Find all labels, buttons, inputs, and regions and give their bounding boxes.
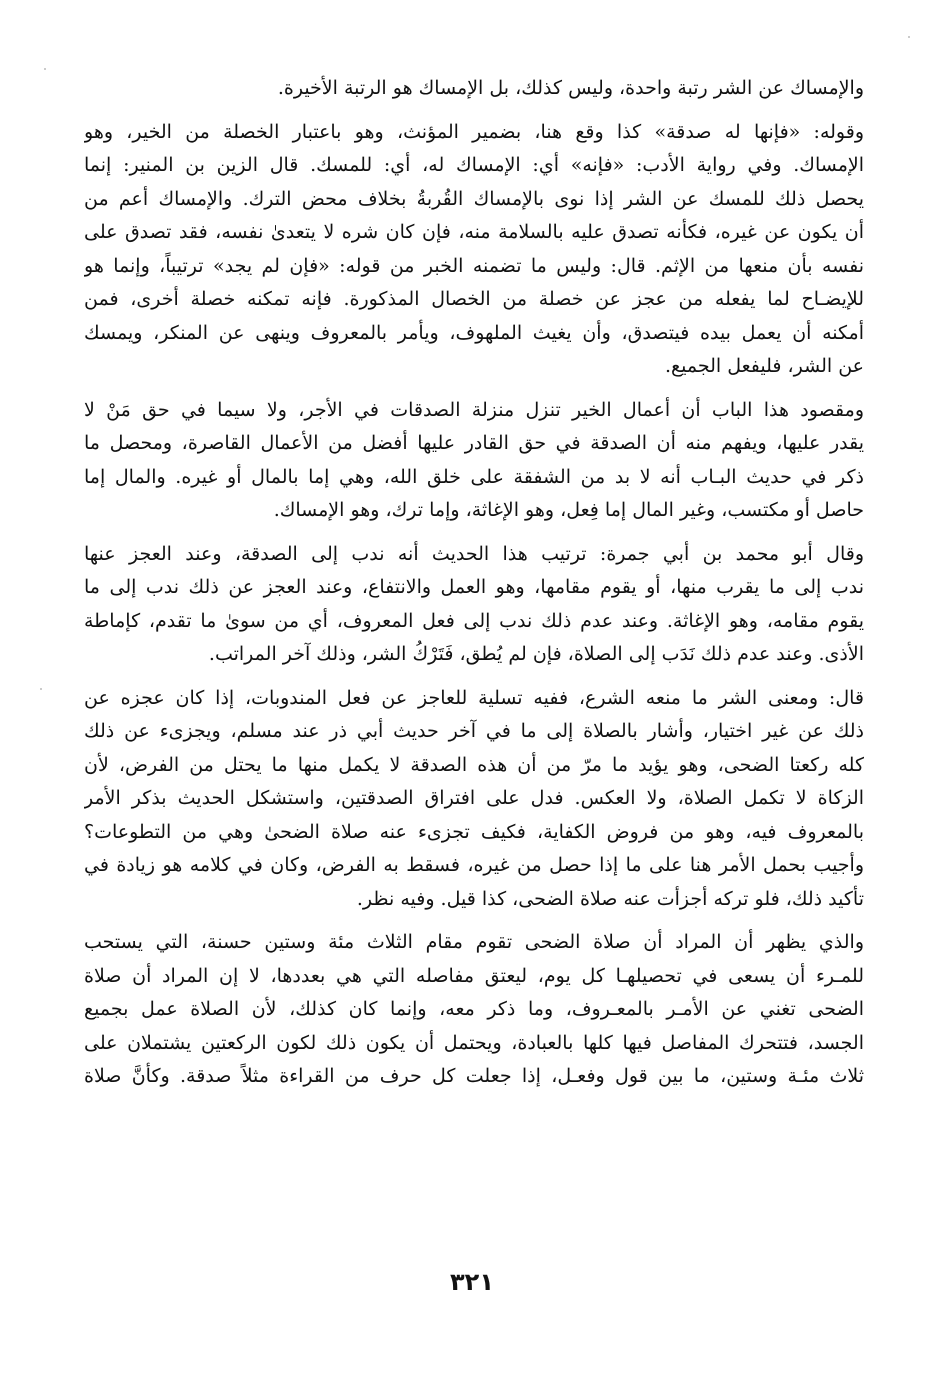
text-line: يقدر عليها، ويفهم منه أن الصدقة في حق القادر عليها أفضل من الأعمال القاصرة، ومحصل ما <box>84 432 864 454</box>
text-line: الزكاة لا تكمل الصلاة، ولا العكس. فدل على افتراق الصدقتين، واستشكل الحديث بذكر الأمر <box>84 787 864 809</box>
text-line: أن يكون عن غيره، فكأنه تصدق عليه بالسلامة منه، فإن كان شره لا يتعدىٰ نفسه، فقد تصدق على <box>84 221 864 243</box>
text-line: ندب إلى ما يقرب منها، أو يقوم مقامها، وهو العمل والانتفاع، وعند العجز عن ذلك ندب إلى ما <box>84 576 864 598</box>
paragraph-1 <box>84 72 864 106</box>
text-line: والإمساك عن الشر رتبة واحدة، وليس كذلك، بل الإمساك هو الرتبة الأخيرة. <box>277 77 864 99</box>
text-line: يحصل ذلك للمسك عن الشر إذا نوى بالإمساك القُربةُ بخلاف محض الترك. والإمساك أعم من <box>84 187 864 210</box>
text-line: الجسد، فتتحرك المفاصل فيها كلها بالعبادة، ويحتمل أن يكون ذلك لكون الركعتين يشتملان على <box>84 1031 864 1054</box>
text-line: للإيضـاح لما يفعله من عجز عن خصلة من الخصال المذكورة. فإنه تمكنه خصلة أخرى، فمن <box>84 288 864 310</box>
paragraph-3 <box>84 394 864 528</box>
text-line: ومقصود هذا الباب أن أعمال الخير تنزل منزلة الصدقات في الأجر، ولا سيما في حق مَنْ لا <box>84 398 864 421</box>
main-text <box>84 72 864 1104</box>
text-line: قال: ومعنى الشر ما منعه الشرع، ففيه تسلية للعاجز عن فعل المندوبات، إذا كان عجزه عن <box>84 686 864 709</box>
text-line: حاصل أو مكتسب، وغير المال إما فِعل، وهو الإغاثة، وإما ترك، وهو الإمساك. <box>273 499 864 521</box>
paragraph-4 <box>84 538 864 672</box>
text-line: تأكيد ذلك، فلو تركه أجزأت عنه صلاة الضحى، كذا قيل. وفيه نظر. <box>356 887 864 910</box>
text-line: بالمعروف فيه، وهو من فروض الكفاية، فكيف تجزىء عنه صلاة الضحىٰ وهي من التطوعات؟ <box>84 820 864 843</box>
scan-speck <box>908 36 910 38</box>
text-line: الإمساك. وفي رواية الأدب: «فإنه» أي: الإمساك له، أي: للمسك. قال الزين بن المنير: إنما <box>84 154 864 176</box>
paragraph-5 <box>84 682 864 917</box>
text-line: ثلاث مئـة وستين، ما بين قول وفعـل، إذا جعلت كل حرف من القراءة مثلاً صدقة. وكأنَّ صلاة <box>84 1065 864 1087</box>
text-line: الضحى تغني عن الأمـر بالمعـروف، وما ذكر معه، وإنما كان كذلك، لأن الصلاة عمل بجميع <box>84 998 864 1020</box>
text-line: الأذى. وعند عدم ذلك نَدَب إلى الصلاة، فإن لم يُطق، فَتَرْكُ الشر، وذلك آخر المراتب. <box>208 643 864 665</box>
text-line: يقوم مقامه، وهو الإغاثة. وعند عدم ذلك ندب إلى فعل المعروف، أي من سوىٰ ما تقدم، كإماطة <box>84 609 864 632</box>
text-line: نفسه بأن منعها من الإثم. قال: وليس ما تضمنه الخبر من قوله: «فإن لم يجد» ترتيباً، وإنما هو <box>84 254 864 277</box>
text-line: أمكنه أن يعمل بيده فيتصدق، وأن يغيث الملهوف، ويأمر بالمعروف وينهى عن المنكر، ويمسك <box>84 321 864 344</box>
page-number: ٣٢١ <box>450 1268 494 1296</box>
scan-speck <box>44 68 46 70</box>
text-line: عن الشر، فليفعل الجميع. <box>664 355 864 377</box>
text-line: ذكر في حديث البـاب أنه لا بد من الشفقة على خلق الله، وهي إما بالمال أو غيره. والمال إما <box>84 465 864 488</box>
text-line: للمـرء أن يسعى في تحصيلهـا كل يوم، ليعتق مفاصله التي هي بعددها، لا إن المراد أن صلاة <box>84 964 864 987</box>
paragraph-6 <box>84 926 864 1094</box>
text-line: وقوله: «فإنها له صدقة» كذا وقع هنا، بضمير المؤنث، وهو باعتبار الخصلة من الخير، وهو <box>84 120 864 143</box>
text-line: وأجيب بحمل الأمر هنا على ما إذا حصل من غيره، فسقط به الفرض، وكان في كلامه هو زيادة في <box>84 854 864 876</box>
text-line: ذلك عن غير اختيار، وأشار بالصلاة إلى ما في آخر حديث أبي ذر عند مسلم، ويجزىء عن ذلك <box>84 720 864 742</box>
text-line: كله ركعتا الضحى، وهو يؤيد ما مرّ من أن هذه الصدقة لا يكمل منها ما يحتل من الفرض، لأن <box>84 753 864 776</box>
paragraph-2 <box>84 116 864 384</box>
text-line: والذي يظهر أن المراد أن صلاة الضحى تقوم مقام الثلاث مئة وستين حسنة، التي يستحب <box>84 931 864 953</box>
text-line: وقال أبو محمد بن أبي جمرة: ترتيب هذا الحديث أنه ندب إلى الصدقة، وعند العجز عنها <box>84 542 864 565</box>
scan-speck <box>40 688 42 690</box>
